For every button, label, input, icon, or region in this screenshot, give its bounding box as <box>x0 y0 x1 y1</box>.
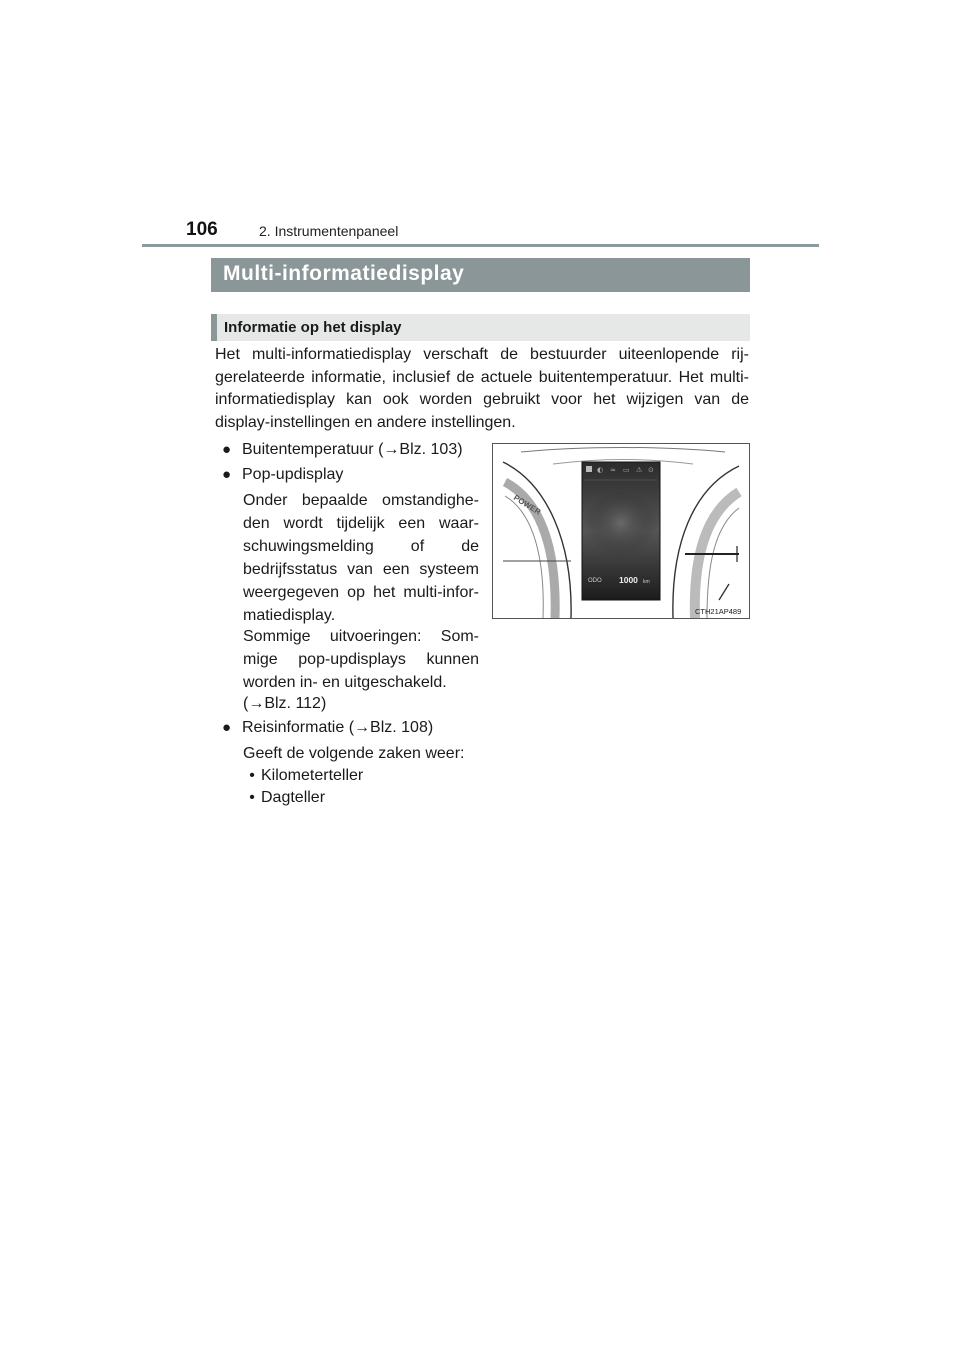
bullet-item-popup-display <box>222 464 343 486</box>
page-number: 106 <box>186 219 218 240</box>
instrument-cluster-figure <box>492 443 750 619</box>
sub-item-trip-meter <box>243 787 325 809</box>
popup-page-reference: (→Blz. 112) <box>243 695 327 712</box>
screen-glow <box>585 492 657 560</box>
figure-code: CTH21AP489 <box>695 607 742 616</box>
power-gauge-label: POWER <box>511 493 543 517</box>
bullet-text: Buitentemperatuur (→Blz. 103) <box>242 441 463 458</box>
subsection-heading-bar <box>211 314 750 341</box>
indicator-lamp <box>586 466 592 472</box>
odometer-value: 1000 <box>619 575 638 585</box>
section-title: Multi-informatiedisplay <box>223 262 465 285</box>
bullet-item-outside-temperature <box>222 439 463 461</box>
indicator-lamp: ⚠ <box>636 466 643 474</box>
header-rule <box>142 244 819 247</box>
bullet-text: Reisinformatie (→Blz. 108) <box>242 719 434 736</box>
indicator-lamp: ⊙ <box>648 466 654 474</box>
section-heading-bar <box>211 258 750 292</box>
sub-item-text: Dagteller <box>261 789 326 806</box>
bullet-icon: ● <box>222 441 232 458</box>
sub-item-odometer <box>243 765 363 787</box>
subsection-accent <box>211 314 217 341</box>
instrument-cluster-illustration <box>493 444 749 618</box>
sub-bullet-icon: • <box>249 767 255 784</box>
odometer-unit: km <box>643 579 650 585</box>
bullet-item-trip-information <box>222 717 433 739</box>
cluster-hood-line <box>521 448 725 453</box>
trip-description: Geeft de volgende zaken weer: <box>243 745 465 762</box>
popup-description: Onder bepaalde omstandighe-den wordt tijdelijk een waar-schuwingsmelding of de bedrijfsstatus van een systeem weergegeven op het multi-infor-matiedisplay. <box>243 492 479 624</box>
sub-item-text: Kilometerteller <box>261 767 364 784</box>
indicator-lamp: ≈ <box>610 466 616 474</box>
indicator-lamp: ▭ <box>623 466 630 474</box>
chapter-title: 2. Instrumentenpaneel <box>259 223 399 239</box>
bullet-icon: ● <box>222 719 232 736</box>
indicator-lamp: ◐ <box>597 466 604 474</box>
popup-toggle-note: Sommige uitvoeringen: Som-mige pop-updisplays kunnen worden in- en uitgeschakeld. <box>243 628 479 691</box>
bullet-text: Pop-updisplay <box>242 466 344 483</box>
subsection-title: Informatie op het display <box>224 319 402 336</box>
sub-bullet-icon: • <box>249 789 255 806</box>
intro-paragraph: Het multi-informatiedisplay verschaft de bestuurder uiteenlopende rij-gerelateerde informatie, inclusief de actuele buitentemperatuur. Het multi-informatiedisplay kan ook worden gebruikt voor het wijzigen van de display-instellingen en andere instellingen. <box>215 346 749 431</box>
odo-label: ODO <box>588 578 602 584</box>
right-gauge-mark <box>719 584 729 600</box>
bullet-icon: ● <box>222 466 232 483</box>
